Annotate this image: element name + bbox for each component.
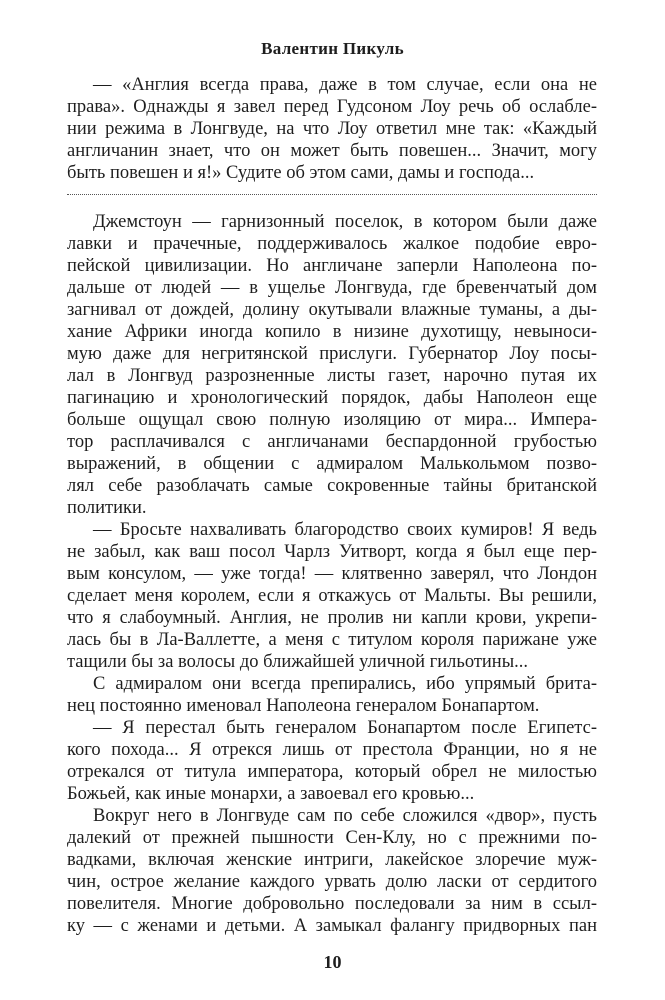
text-line: пейской цивилизации. Но англичане заперли Наполеона по- xyxy=(67,256,597,276)
dotted-separator xyxy=(67,194,597,195)
text-line: мую даже для негритянской прислуги. Губернатор Лоу посы- xyxy=(67,344,597,364)
text-line: ку — с женами и детьми. А замыкал фалангу придворных пан xyxy=(67,916,597,936)
text-line: повелителя. Многие добровольно последовали за ним в ссыл- xyxy=(67,894,597,914)
text-line: тор расплачивался с англичанами беспардонной грубостью xyxy=(67,432,597,452)
text-line: нии режима в Лонгвуде, на что Лоу ответил мне так: «Каждый xyxy=(67,119,597,139)
text-line: лял себе разоблачать самые сокровенные тайны британской xyxy=(67,476,597,496)
text-line: не забыл, как ваш посол Чарлз Уитворт, когда я был еще пер- xyxy=(67,542,597,562)
text-line: пагинацию и хронологический порядок, дабы Наполеон еще xyxy=(67,388,597,408)
text-line: чин, острое желание каждого урвать долю ласки от сердитого xyxy=(67,872,597,892)
text-line: права». Однажды я завел перед Гудсоном Лоу речь об ослабле- xyxy=(67,97,597,117)
text-line: нец постоянно именовал Наполеона генералом Бонапартом. xyxy=(67,696,540,716)
text-line: вым консулом, — уже тогда! — клятвенно заверял, что Лондон xyxy=(67,564,597,584)
text-line: Джемстоун — гарнизонный поселок, в котором были даже xyxy=(93,212,597,232)
text-line: кого похода... Я отрекся лишь от престола Франции, но я не xyxy=(67,740,597,760)
page-number: 10 xyxy=(323,952,342,972)
text-line: Божьей, как иные монархи, а завоевал его кровью... xyxy=(67,784,475,804)
text-line: политики. xyxy=(67,498,147,518)
text-line: вадками, включая женские интриги, лакейское злоречие муж- xyxy=(67,850,597,870)
text-line: далекий от прежней пышности Сен-Клу, но с прежними по- xyxy=(67,828,597,848)
text-line: загнивал от дождей, долину окутывали влажные туманы, а ды- xyxy=(67,300,597,320)
text-line: отрекался от титула императора, который обрел не милостью xyxy=(67,762,597,782)
text-line: — «Англия всегда права, даже в том случае, если она не xyxy=(93,75,597,95)
paragraph xyxy=(67,673,597,717)
text-line: — Бросьте нахваливать благородство своих кумиров! Я ведь xyxy=(93,520,597,540)
text-line: лавки и прачечные, поддерживалось жалкое подобие евро- xyxy=(67,234,597,254)
text-line: лал в Лонгвуд разрозненные листы газет, нарочно путая их xyxy=(67,366,597,386)
text-line: больше ощущал свою полную изоляцию от мира... Импера- xyxy=(67,410,597,430)
text-line: выражений, в общении с адмиралом Малькольмом позво- xyxy=(67,454,597,474)
text-line: лась бы в Ла-Валлетте, а меня с титулом короля парижане уже xyxy=(67,630,597,650)
paragraph-quote xyxy=(67,74,597,184)
text-line: англичанин знает, что он может быть повешен... Значит, могу xyxy=(67,141,597,161)
running-header-author: Валентин Пикуль xyxy=(261,39,404,58)
text-line: дальше от людей — в ущелье Лонгвуда, где бревенчатый дом xyxy=(67,278,597,298)
paragraph xyxy=(67,519,597,673)
text-line: Вокруг него в Лонгвуде сам по себе сложился «двор», пусть xyxy=(93,806,597,826)
text-line: сделает меня королем, если я откажусь от Мальты. Вы решили, xyxy=(67,586,597,606)
text-line: тащили бы за волосы до ближайшей уличной гильотины... xyxy=(67,652,529,672)
text-line: быть повешен и я!» Судите об этом сами, дамы и господа... xyxy=(67,163,535,183)
paragraph xyxy=(67,717,597,805)
text-line: С адмиралом они всегда препирались, ибо упрямый брита- xyxy=(93,674,597,694)
text-line: — Я перестал быть генералом Бонапартом после Египетс- xyxy=(93,718,597,738)
paragraph xyxy=(67,805,597,937)
paragraph xyxy=(67,211,597,519)
text-line: что я слабоумный. Англия, не пролив ни капли крови, укрепи- xyxy=(67,608,597,628)
body-text xyxy=(67,211,597,937)
text-line: хание Африки иногда копило в низине духотищу, невыноси- xyxy=(67,322,597,342)
